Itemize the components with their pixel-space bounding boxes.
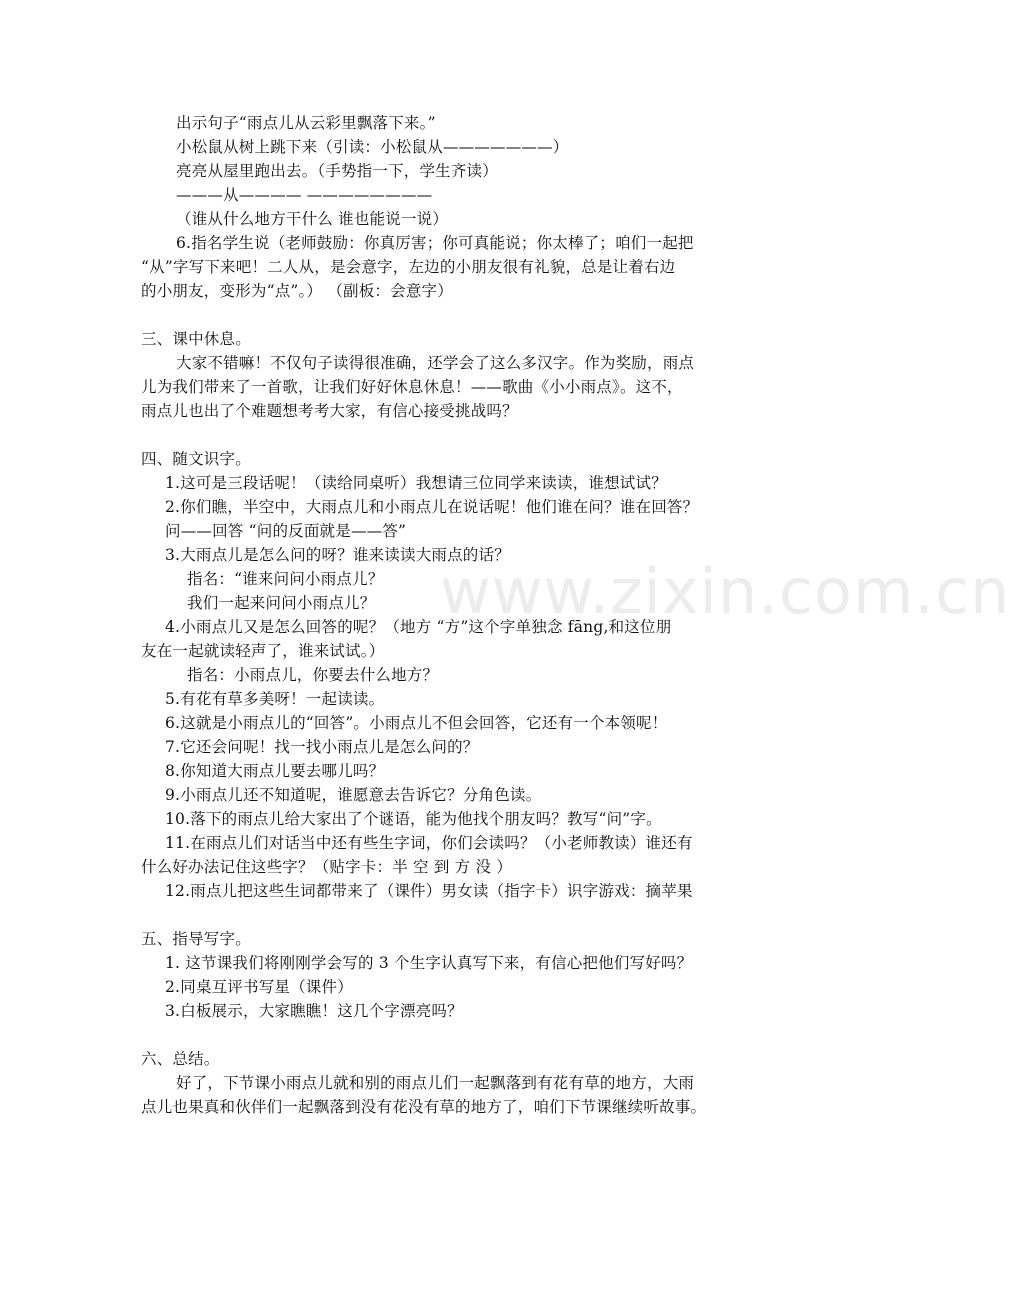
text-line: 什么好办法记住这些字？（贴字卡：半 空 到 方 没 ） <box>141 858 513 876</box>
text-line: 10.落下的雨点儿给大家出了个谜语，能为他找个朋友吗？教写“问”字。 <box>165 810 662 828</box>
text-line: 友在一起就读轻声了，谁来试试。） <box>141 642 385 660</box>
text-line: 7.它还会问呢！找一找小雨点儿是怎么问的？ <box>165 738 479 756</box>
watermark: www.zixin.com.cn <box>440 555 1010 628</box>
text-line: 雨点儿也出了个难题想考考大家，有信心接受挑战吗？ <box>141 402 518 420</box>
text-line: 儿为我们带来了一首歌，让我们好好休息休息！——歌曲《小小雨点》。这不， <box>141 378 683 396</box>
text-line: 小松鼠从树上跳下来（引读：小松鼠从———————） <box>176 138 569 156</box>
text-line: 指名：“谁来问问小雨点儿？ <box>187 570 384 588</box>
text-line: 6.这就是小雨点儿的“回答”。小雨点儿不但会回答，它还有一个本领呢！ <box>165 714 668 732</box>
text-line: 亮亮从屋里跑出去。（手势指一下，学生齐读） <box>176 162 498 180</box>
text-line: 的小朋友，变形为“点”。） （副板：会意字） <box>141 282 453 300</box>
text-line: 9.小雨点儿还不知道呢，谁愿意去告诉它？分角色读。 <box>165 786 542 804</box>
text-line: 8.你知道大雨点儿要去哪儿吗？ <box>165 762 385 780</box>
text-line: 2.你们瞧，半空中，大雨点儿和小雨点儿在说话呢！他们谁在问？谁在回答？ <box>165 498 699 516</box>
text-line: 1.这可是三段话呢！（读给同桌听）我想请三位同学来读读，谁想试试？ <box>165 474 667 492</box>
text-line: 指名：小雨点儿，你要去什么地方？ <box>187 666 439 684</box>
section-heading: 四、随文识字。 <box>141 450 251 468</box>
text-line: 5.有花有草多美呀！一起读读。 <box>165 690 385 708</box>
section-heading: 五、指导写字。 <box>141 930 251 948</box>
text-line: 3.白板展示，大家瞧瞧！这几个字漂亮吗？ <box>165 1002 463 1020</box>
text-line: 4.小雨点儿又是怎么回答的呢？（地方 “方”这个字单独念 fāng,和这位朋 <box>165 618 672 636</box>
text-line: 出示句子“雨点儿从云彩里飘落下来。” <box>176 114 436 132</box>
text-line: 好了，下节课小雨点儿就和别的雨点儿们一起飘落到有花有草的地方，大雨 <box>176 1074 695 1092</box>
section-heading: 六、总结。 <box>141 1050 220 1068</box>
text-line: （谁从什么地方干什么 谁也能说一说） <box>176 210 449 228</box>
text-line: 1. 这节课我们将刚刚学会写的 3 个生字认真写下来，有信心把他们写好吗？ <box>165 954 693 972</box>
text-line: 问——回答 “问的反面就是——答” <box>165 522 407 540</box>
text-line: “从”字写下来吧！二人从，是会意字，左边的小朋友很有礼貌，总是让着右边 <box>141 258 676 276</box>
text-line: 点儿也果真和伙伴们一起飘落到没有花没有草的地方了，咱们下节课继续听故事。 <box>141 1098 707 1116</box>
text-line: ———从———— ———————— <box>176 186 433 204</box>
text-line: 11.在雨点儿们对话当中还有些生字词，你们会读吗？（小老师教读）谁还有 <box>165 834 693 852</box>
text-line: 12.雨点儿把这些生词都带来了（课件）男女读（指字卡）识字游戏：摘苹果 <box>165 882 693 900</box>
section-heading: 三、课中休息。 <box>141 330 251 348</box>
text-line: 我们一起来问问小雨点儿？ <box>187 594 376 612</box>
text-line: 6.指名学生说（老师鼓励：你真厉害；你可真能说；你太棒了；咱们一起把 <box>176 234 694 252</box>
text-line: 大家不错嘛！不仅句子读得很准确，还学会了这么多汉字。作为奖励，雨点 <box>176 354 695 372</box>
text-line: 3.大雨点儿是怎么问的呀？谁来读读大雨点的话？ <box>165 546 510 564</box>
text-line: 2.同桌互评书写星（课件） <box>165 978 353 996</box>
